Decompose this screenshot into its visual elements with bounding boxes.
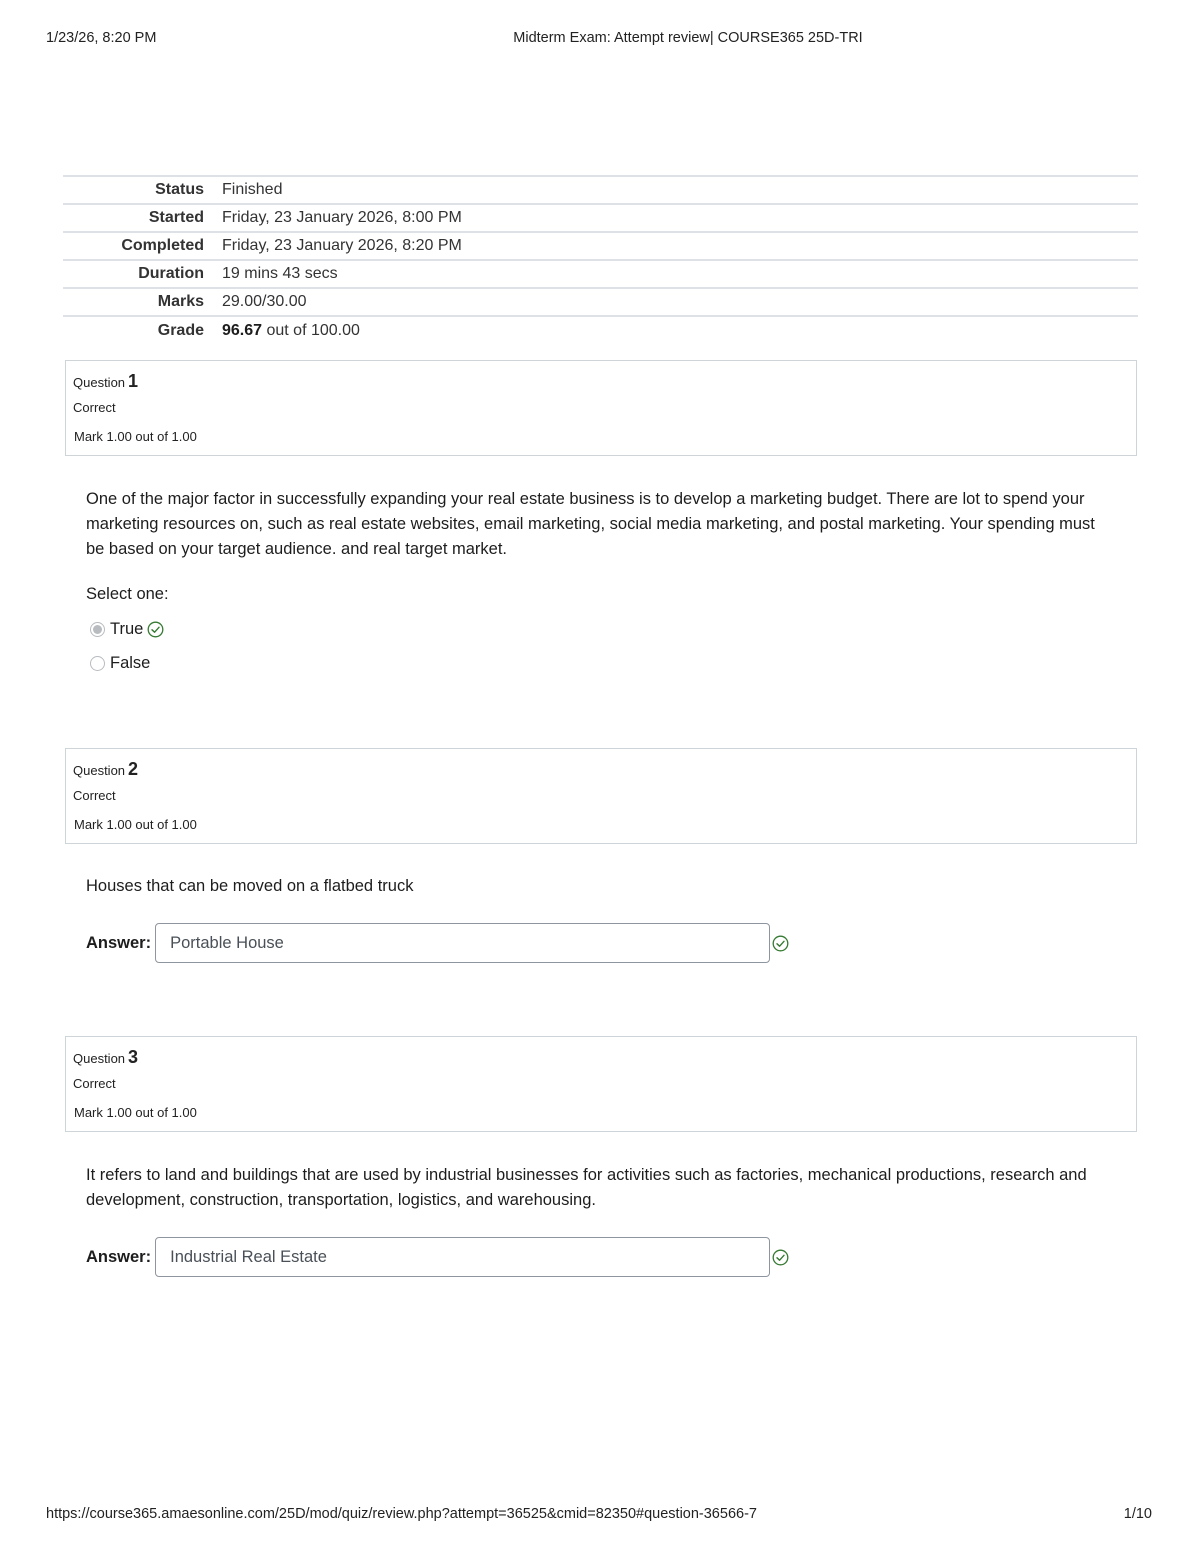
page-url: https://course365.amaesonline.com/25D/mod/quiz/review.php?attempt=36525&cmid=82350#question-36566-7 xyxy=(46,1506,757,1522)
question-state: Correct xyxy=(73,788,116,803)
summary-label: Status xyxy=(155,181,204,198)
question-number xyxy=(73,371,138,392)
summary-label: Duration xyxy=(138,265,204,282)
summary-row-duration xyxy=(63,260,1138,288)
question-2-info xyxy=(65,748,1137,844)
check-circle-icon xyxy=(772,935,789,952)
page-number: 1/10 xyxy=(1123,1506,1152,1522)
summary-row-marks xyxy=(63,288,1138,316)
check-circle-icon xyxy=(147,621,164,638)
answer-field[interactable]: Portable House xyxy=(155,923,770,963)
summary-value: Finished xyxy=(222,181,283,198)
question-state: Correct xyxy=(73,1076,116,1091)
attempt-summary-table xyxy=(63,175,1138,344)
question-state: Correct xyxy=(73,400,116,415)
option-label: False xyxy=(110,654,151,672)
answer-field[interactable]: Industrial Real Estate xyxy=(155,1237,770,1277)
option-label: True xyxy=(110,620,144,638)
question-number-value: 3 xyxy=(128,1047,139,1067)
question-label: Question xyxy=(73,1051,126,1066)
summary-value: Friday, 23 January 2026, 8:00 PM xyxy=(222,209,462,226)
grade-score: 96.67 xyxy=(222,321,263,339)
question-3-text: It refers to land and buildings that are used by industrial businesses for activities such as factories, mechanical productions, research and development, construction, transportation, logistics, and warehousing. xyxy=(86,1166,1087,1209)
print-date: 1/23/26, 8:20 PM xyxy=(46,30,157,46)
select-one-prompt: Select one: xyxy=(86,585,169,603)
question-grade: Mark 1.00 out of 1.00 xyxy=(74,429,197,444)
summary-value: 19 mins 43 secs xyxy=(222,265,338,282)
summary-row-status xyxy=(63,176,1138,204)
question-1-text: One of the major factor in successfully expanding your real estate business is to develop a marketing budget. There are lot to spend your marketing resources on, such as real estate websites, email marketing, social media marketing, and postal marketing. Your spending must be based on your target audience. and real target market. xyxy=(86,490,1095,558)
option-true[interactable] xyxy=(90,620,164,639)
grade-out-of: out of 100.00 xyxy=(262,321,360,339)
question-3-info xyxy=(65,1036,1137,1132)
summary-label: Grade xyxy=(157,321,204,339)
radio-button-selected[interactable] xyxy=(90,622,105,637)
question-3-answer-row xyxy=(86,1237,789,1277)
summary-label: Started xyxy=(148,209,204,226)
question-label: Question xyxy=(73,763,126,778)
summary-row-started xyxy=(63,204,1138,232)
print-title: Midterm Exam: Attempt review| COURSE365 25D-TRI xyxy=(513,30,863,46)
radio-button[interactable] xyxy=(90,656,105,671)
summary-row-grade xyxy=(63,316,1138,344)
option-false[interactable] xyxy=(90,654,150,673)
question-number xyxy=(73,1047,138,1068)
question-grade: Mark 1.00 out of 1.00 xyxy=(74,817,197,832)
summary-value: Friday, 23 January 2026, 8:20 PM xyxy=(222,237,462,254)
summary-value xyxy=(220,316,1138,344)
question-number xyxy=(73,759,138,780)
question-1-info xyxy=(65,360,1137,456)
answer-label: Answer: xyxy=(86,1247,152,1266)
question-number-value: 2 xyxy=(128,759,139,779)
check-circle-icon xyxy=(772,1249,789,1266)
question-grade: Mark 1.00 out of 1.00 xyxy=(74,1105,197,1120)
summary-label: Marks xyxy=(157,293,204,310)
summary-value: 29.00/30.00 xyxy=(222,293,307,310)
question-2-answer-row xyxy=(86,923,789,963)
answer-label: Answer: xyxy=(86,933,152,952)
question-number-value: 1 xyxy=(128,371,139,391)
question-2-text: Houses that can be moved on a flatbed truck xyxy=(86,877,414,895)
question-label: Question xyxy=(73,375,126,390)
summary-label: Completed xyxy=(121,237,204,254)
summary-row-completed xyxy=(63,232,1138,260)
